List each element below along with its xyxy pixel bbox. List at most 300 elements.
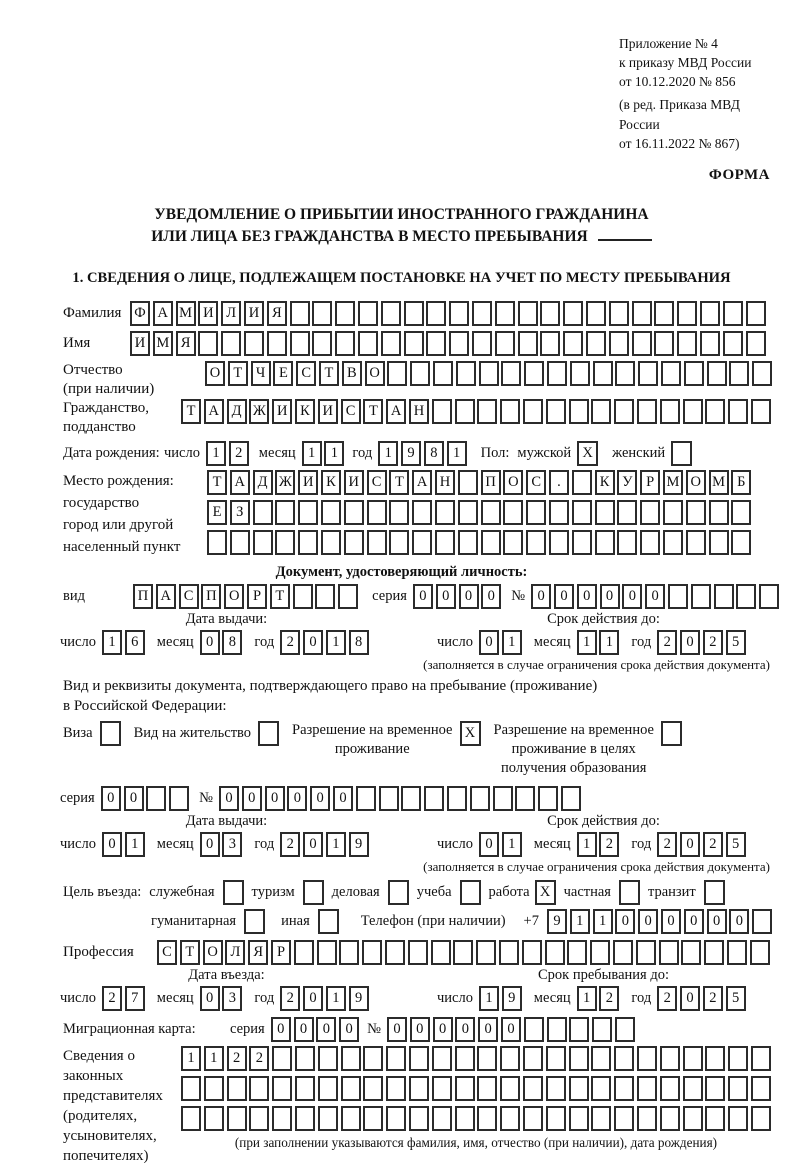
char-cell: И [344,470,364,495]
identity-expiry-col [437,611,770,655]
form-label: ФОРМА [708,166,770,183]
char-cell [683,1076,703,1101]
char-cell [592,1017,612,1042]
char-cell [477,1076,497,1101]
char-cell [632,331,652,356]
birth-year-cells[interactable] [378,441,466,466]
char-cell: 0 [638,909,658,934]
char-cell [569,1076,589,1101]
char-cell: 9 [547,909,567,934]
residence-expiry-day-cells[interactable] [479,832,522,857]
edu-residence-label-line2: проживание в целях [511,740,636,757]
char-cell [684,361,704,386]
entry-month-cells[interactable] [200,986,243,1011]
char-cell [315,584,335,609]
checkbox-work[interactable]: X [535,880,556,905]
char-cell [267,331,287,356]
char-cell: А [204,399,224,424]
residence-doc-dates-split [60,813,770,857]
restriction-note: (заполняется в случае ограничения срока действия документа) [423,858,770,874]
char-cell [723,301,743,326]
char-cell [640,530,660,555]
char-cell [637,1076,657,1101]
identity-doc-dates-split [60,611,770,655]
char-cell [198,331,218,356]
checkbox-male[interactable]: X [577,441,598,466]
char-cell: 2 [657,630,677,655]
char-cell [750,940,770,965]
checkbox-temp-residence[interactable]: X [460,721,481,746]
edu-residence-group [494,721,682,778]
char-cell: 5 [726,630,746,655]
day-label: число [60,835,96,852]
citizenship-label [63,399,181,437]
given-name-label: Имя [63,334,91,351]
char-cell [447,786,467,811]
checkbox-other[interactable] [318,909,339,934]
entry-date-col [60,967,393,1011]
stay-month-cells[interactable] [577,986,620,1011]
char-cell [615,1017,635,1042]
temp-residence-label [292,721,452,759]
char-cell [524,1017,544,1042]
temp-residence-group [292,721,480,759]
char-cell [412,530,432,555]
representatives-rows [181,1046,771,1163]
char-cell [591,1106,611,1131]
char-cell [294,940,314,965]
doc-number-cells[interactable] [531,584,779,609]
title-line-1: УВЕДОМЛЕНИЕ О ПРИБЫТИИ ИНОСТРАННОГО ГРАЖДАНИНА [154,205,649,223]
sex-male-label: мужской [517,444,572,461]
char-cell: С [526,470,546,495]
char-cell [455,399,475,424]
residence-series-cells[interactable] [101,786,189,811]
birth-place-row3-cells[interactable] [207,530,751,555]
char-cell: Л [225,940,245,965]
entry-date-heading: Дата въезда: [188,966,265,983]
char-cell: И [198,301,218,326]
char-cell: 0 [684,909,704,934]
char-cell [344,530,364,555]
char-cell: Т [181,399,201,424]
char-cell [249,1106,269,1131]
char-cell [563,331,583,356]
char-cell [227,1076,247,1101]
identity-expiry-month-cells[interactable] [577,630,620,655]
checkbox-tourism[interactable] [303,880,324,905]
char-cell: 0 [479,630,499,655]
residence-expiry-month-cells[interactable] [577,832,620,857]
residence-number-label: № [199,789,213,806]
patronymic-label [63,361,205,399]
char-cell: 1 [204,1046,224,1071]
page-title [33,204,770,249]
edu-residence-label-line1: Разрешение на временное [493,721,654,738]
char-cell: А [386,399,406,424]
char-cell: 2 [703,832,723,857]
char-cell [470,786,490,811]
char-cell: А [412,470,432,495]
char-cell [731,500,751,525]
char-cell [751,1076,771,1101]
day-label: число [437,633,473,650]
header-note [619,34,770,153]
char-cell: 2 [227,1046,247,1071]
char-cell: И [244,301,264,326]
char-cell [410,361,430,386]
checkbox-study[interactable] [460,880,481,905]
birth-place-label-line2: государство [63,494,140,511]
char-cell [499,940,519,965]
birth-day-cells[interactable] [206,441,249,466]
checkbox-humanitarian[interactable] [244,909,265,934]
char-cell [424,786,444,811]
row-surname [63,301,770,326]
header-line-1: Приложение № 4 [619,36,718,51]
char-cell: Ф [130,301,150,326]
char-cell [379,786,399,811]
representatives-label-line5: усыновителях, [63,1127,157,1144]
checkbox-visa[interactable] [100,721,121,746]
entry-date-row [60,986,393,1011]
month-label: месяц [156,633,194,650]
char-cell [367,500,387,525]
migration-number-cells[interactable] [387,1017,635,1042]
doc-number-label: № [511,587,526,604]
char-cell [572,470,592,495]
char-cell [522,940,542,965]
doc-series-cells[interactable] [413,584,501,609]
patronymic-cells[interactable] [205,361,772,386]
year-label: год [631,989,652,1006]
char-cell [615,361,635,386]
char-cell: 1 [326,986,346,1011]
row-profession [63,940,770,965]
doc-type-cells[interactable] [133,584,358,609]
checkbox-business[interactable] [388,880,409,905]
char-cell: 6 [125,630,145,655]
char-cell [654,301,674,326]
char-cell [318,1046,338,1071]
char-cell: А [156,584,176,609]
char-cell [432,1076,452,1101]
char-cell [723,331,743,356]
checkbox-private[interactable] [619,880,640,905]
char-cell: 0 [478,1017,498,1042]
char-cell: 0 [303,630,323,655]
char-cell [321,500,341,525]
entry-dates [60,967,770,1011]
char-cell: 0 [339,1017,359,1042]
char-cell [637,1046,657,1071]
citizenship-cells[interactable] [181,399,771,424]
identity-doc-heading: Документ, удостоверяющий личность: [275,563,528,580]
char-cell: 2 [703,630,723,655]
char-cell: Л [221,301,241,326]
title-line-2 [33,226,770,248]
identity-issue-year-cells[interactable] [280,630,368,655]
char-cell [298,530,318,555]
char-cell [549,500,569,525]
char-cell [570,361,590,386]
char-cell: П [133,584,153,609]
char-cell: М [153,331,173,356]
char-cell [458,470,478,495]
residence-expiry-year-cells[interactable] [657,832,745,857]
char-cell [569,399,589,424]
char-cell: 8 [424,441,444,466]
char-cell [358,331,378,356]
representatives-row2-cells[interactable] [181,1076,771,1101]
char-cell: А [230,470,250,495]
char-cell [591,1076,611,1101]
char-cell: К [595,470,615,495]
char-cell [341,1076,361,1101]
residence-issue-day-cells[interactable] [102,832,145,857]
char-cell [401,786,421,811]
char-cell [449,331,469,356]
char-cell [668,584,688,609]
char-cell [404,301,424,326]
visit-purpose-label: Цель въезда: [63,883,142,900]
char-cell: 1 [593,909,613,934]
char-cell: С [157,940,177,965]
char-cell [244,331,264,356]
birth-month-label: месяц [258,444,296,461]
char-cell: 1 [502,630,522,655]
char-cell: 3 [222,986,242,1011]
birth-date-label: Дата рождения: [63,444,160,461]
residence-doc-options [63,721,770,778]
char-cell: 0 [271,1017,291,1042]
char-cell: Т [319,361,339,386]
char-cell: И [318,399,338,424]
char-cell: 2 [657,986,677,1011]
doc-type-label: вид [63,587,85,604]
char-cell [617,530,637,555]
residence-issue-month-cells[interactable] [200,832,243,857]
birth-year-label: год [352,444,373,461]
char-cell [586,301,606,326]
char-cell: И [298,470,318,495]
birth-place-row2-cells[interactable] [207,500,751,525]
char-cell [751,399,771,424]
char-cell: 0 [729,909,749,934]
char-cell: 7 [125,986,145,1011]
migration-card-label: Миграционная карта: [63,1020,196,1037]
birth-place-row1-cells[interactable] [207,470,751,495]
char-cell [677,301,697,326]
char-cell: 1 [479,986,499,1011]
char-cell [704,940,724,965]
char-cell [477,1046,497,1071]
char-cell: 1 [324,441,344,466]
identity-expiry-day-cells[interactable] [479,630,522,655]
representatives-row3-cells[interactable] [181,1106,771,1131]
row-residence-series [60,786,770,811]
birth-place-label-line3: город или другой [63,516,174,533]
char-cell [503,500,523,525]
char-cell [435,530,455,555]
valid-until-heading: Срок действия до: [547,812,660,829]
char-cell [381,301,401,326]
char-cell: 9 [502,986,522,1011]
residence-number-cells[interactable] [219,786,581,811]
char-cell: В [342,361,362,386]
char-cell [526,500,546,525]
char-cell [312,301,332,326]
char-cell [728,399,748,424]
char-cell [431,940,451,965]
profession-cells[interactable] [157,940,770,965]
char-cell [432,1106,452,1131]
residence-issue-year-cells[interactable] [280,832,368,857]
char-cell [479,361,499,386]
char-cell [456,361,476,386]
char-cell: 0 [707,909,727,934]
purpose-transit-label: транзит [647,883,696,900]
day-label: число [60,633,96,650]
char-cell [477,1106,497,1131]
phone-cells[interactable] [547,909,772,934]
char-cell [705,1076,725,1101]
char-cell [609,331,629,356]
char-cell: Е [273,361,293,386]
purpose-private-label: частная [563,883,611,900]
checkbox-official[interactable] [223,880,244,905]
char-cell [591,399,611,424]
identity-issue-day-cells[interactable] [102,630,145,655]
char-cell [381,331,401,356]
profession-label: Профессия [63,943,134,960]
char-cell [500,1076,520,1101]
surname-label: Фамилия [63,304,122,321]
char-cell [312,331,332,356]
char-cell [572,500,592,525]
char-cell: 2 [657,832,677,857]
char-cell [540,301,560,326]
identity-issue-month-cells[interactable] [200,630,243,655]
char-cell: 1 [502,832,522,857]
char-cell: 0 [600,584,620,609]
char-cell: 0 [410,1017,430,1042]
char-cell: 0 [501,1017,521,1042]
stay-year-cells[interactable] [657,986,745,1011]
char-cell [386,1046,406,1071]
char-cell [614,1046,634,1071]
representatives-label-line4: (родителях, [63,1107,138,1124]
char-cell: К [295,399,315,424]
char-cell [408,940,428,965]
char-cell [335,331,355,356]
char-cell [523,1106,543,1131]
char-cell: 1 [577,832,597,857]
checkbox-residence-permit[interactable] [258,721,279,746]
identity-expiry-year-cells[interactable] [657,630,745,655]
char-cell [515,786,535,811]
char-cell: 0 [242,786,262,811]
char-cell [751,1046,771,1071]
char-cell [409,1046,429,1071]
char-cell: 0 [303,832,323,857]
row-citizenship [63,399,770,437]
char-cell [727,940,747,965]
char-cell [495,301,515,326]
char-cell [169,786,189,811]
char-cell: 1 [577,986,597,1011]
residence-doc-dates [60,813,770,874]
char-cell [335,301,355,326]
char-cell: 2 [229,441,249,466]
char-cell: 0 [554,584,574,609]
checkbox-transit[interactable] [704,880,725,905]
char-cell: Д [227,399,247,424]
char-cell [746,301,766,326]
migration-series-cells[interactable] [271,1017,359,1042]
char-cell [526,530,546,555]
entry-year-cells[interactable] [280,986,368,1011]
header-line-5: от 16.11.2022 № 867) [619,135,740,151]
char-cell [609,301,629,326]
checkbox-female[interactable] [671,441,692,466]
char-cell: 0 [455,1017,475,1042]
char-cell [640,500,660,525]
char-cell: 1 [181,1046,201,1071]
surname-cells[interactable] [130,301,766,326]
stay-day-cells[interactable] [479,986,522,1011]
residence-permit-group [134,721,279,746]
char-cell: Я [176,331,196,356]
representatives-row1-cells[interactable] [181,1046,771,1071]
char-cell [663,500,683,525]
row-given-name [63,331,770,356]
day-label: число [437,989,473,1006]
char-cell [344,500,364,525]
year-label: год [254,633,275,650]
day-label: число [437,835,473,852]
month-label: месяц [533,989,571,1006]
char-cell: О [203,940,223,965]
char-cell: 0 [413,584,433,609]
identity-expiry-row [437,630,770,655]
char-cell [660,399,680,424]
char-cell [700,301,720,326]
char-cell [432,399,452,424]
char-cell [207,530,227,555]
char-cell [389,530,409,555]
char-cell [751,1106,771,1131]
citizenship-label-line2: подданство [63,418,136,435]
checkbox-edu-residence[interactable] [661,721,682,746]
char-cell: 1 [447,441,467,466]
char-cell [249,1076,269,1101]
char-cell [759,584,779,609]
char-cell [683,1046,703,1071]
char-cell [660,1046,680,1071]
birth-place-rows [207,470,751,555]
entry-day-cells[interactable] [102,986,145,1011]
char-cell [636,940,656,965]
char-cell [705,399,725,424]
birth-place-label-line4: населенный пункт [63,538,181,555]
char-cell [453,940,473,965]
birth-month-cells[interactable] [302,441,345,466]
valid-until-heading: Срок действия до: [547,610,660,627]
given-name-cells[interactable] [130,331,766,356]
char-cell [613,940,633,965]
char-cell [654,331,674,356]
